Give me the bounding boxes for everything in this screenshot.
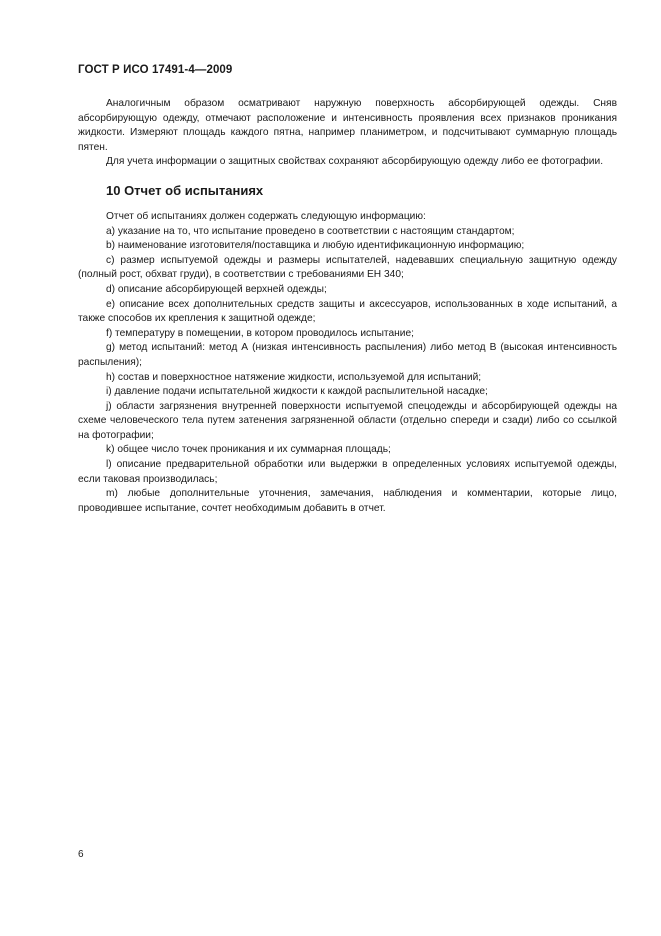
list-item: k) общее число точек проникания и их суммарная площадь; <box>106 444 391 456</box>
list-item: l) описание предварительной обработки или выдержки в определенных условиях испытуемой одежды, если таковая производилась; <box>78 459 617 485</box>
list-item: j) области загрязнения внутренней поверхности испытуемой спецодежды и абсорбирующей одежды на схеме человеческого тела путем затенения загрязненной области (отдельно спереди и сзади) либо со ссылкой на фотографии; <box>78 400 617 441</box>
paragraph: Аналогичным образом осматривают наружную поверхность абсорбирующей одежды. Сняв абсорбирующую одежду, отмечают расположение и интенсивность проявления всех признаков проникания жидкости. Измеряют площадь каждого пятна, например планиметром, и подсчитывают суммарную площадь пятен. <box>78 98 617 153</box>
list-item: m) любые дополнительные уточнения, замечания, наблюдения и комментарии, которые лицо, проводившее испытание, сочтет необходимым добавить в отчет. <box>78 488 617 514</box>
list-item: а) указание на то, что испытание проведено в соответствии с настоящим стандартом; <box>106 225 515 237</box>
section-lead: Отчет об испытаниях должен содержать следующую информацию: <box>106 210 426 222</box>
list-item: c) размер испытуемой одежды и размеры испытателей, надевавших специальную защитную одежду (полный рост, обхват груди), в соответствии с требованиями ЕН 340; <box>78 254 617 281</box>
paragraph: Для учета информации о защитных свойствах сохраняют абсорбирующую одежду либо ее фотографии. <box>106 156 604 168</box>
list-item: f) температуру в помещении, в котором проводилось испытание; <box>106 327 414 339</box>
list-item: b) наименование изготовителя/поставщика и любую идентификационную информацию; <box>106 240 525 252</box>
list-item: h) состав и поверхностное натяжение жидкости, используемой для испытаний; <box>106 371 482 383</box>
list-item: e) описание всех дополнительных средств защиты и аксессуаров, использованных в ходе испытаний, а также способов их крепления к защитной одежде; <box>78 298 617 325</box>
list-item: d) описание абсорбирующей верхней одежды; <box>106 283 327 295</box>
page-content <box>78 97 617 516</box>
document-header: ГОСТ Р ИСО 17491-4—2009 <box>78 64 233 76</box>
section-title: 10 Отчет об испытаниях <box>106 182 264 198</box>
list-item: g) метод испытаний: метод А (низкая интенсивность распыления) либо метод В (высокая интенсивность распыления); <box>78 342 617 368</box>
list-item: i) давление подачи испытательной жидкости к каждой распылительной насадке; <box>106 386 488 398</box>
page-number: 6 <box>78 849 84 860</box>
